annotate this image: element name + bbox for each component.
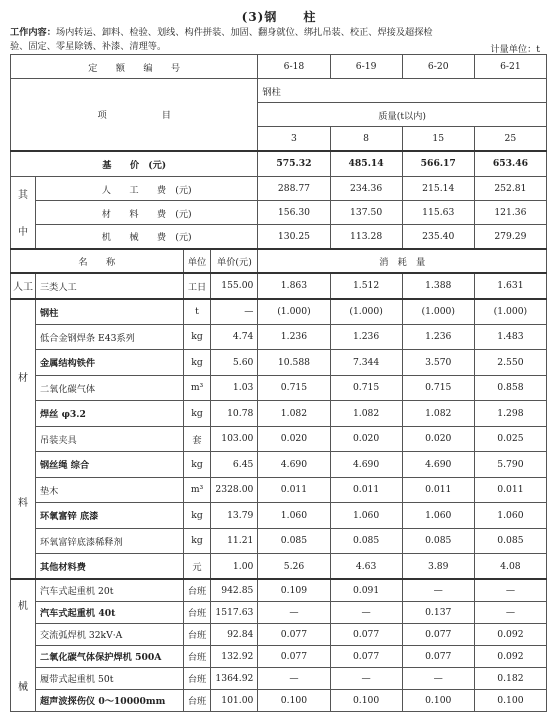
item-unit: 台班 (183, 689, 211, 711)
cost-value: 252.81 (474, 177, 546, 201)
item-value: — (258, 601, 330, 623)
col-price-header: 单价(元) (211, 249, 258, 273)
col-consumption-header: 消 耗 量 (258, 249, 547, 273)
item-value: 0.020 (330, 426, 402, 452)
item-value: 1.082 (402, 401, 474, 427)
base-price-value: 566.17 (402, 151, 474, 177)
item-unit: m³ (183, 477, 211, 503)
item-name: 金属结构铁件 (36, 350, 184, 376)
machines-side-label (11, 579, 36, 711)
item-value: 1.631 (474, 273, 546, 299)
quota-no-label: 定 额 编 号 (11, 55, 258, 79)
member-name: 钢柱 (258, 79, 547, 103)
item-price: 101.00 (211, 689, 258, 711)
item-value: 0.085 (402, 528, 474, 554)
item-value: 0.100 (402, 689, 474, 711)
base-price-value: 485.14 (330, 151, 402, 177)
col-name-header: 名 称 (11, 249, 184, 273)
quota-code: 6-18 (258, 55, 330, 79)
item-unit: kg (183, 401, 211, 427)
item-name: 环氧富锌底漆稀释剂 (36, 528, 184, 554)
item-unit: 台班 (183, 667, 211, 689)
item-value: 0.100 (258, 689, 330, 711)
item-value: (1.000) (474, 299, 546, 325)
item-value: 5.790 (474, 452, 546, 478)
table-row (11, 177, 547, 201)
item-name: 钢丝绳 综合 (36, 452, 184, 478)
cost-value: 121.36 (474, 201, 546, 225)
item-value: 2.550 (474, 350, 546, 376)
item-name: 三类人工 (36, 273, 184, 299)
item-value: 1.388 (402, 273, 474, 299)
col-unit-header: 单位 (183, 249, 211, 273)
table-row (11, 299, 547, 325)
item-value: 1.060 (330, 503, 402, 529)
item-unit: 元 (183, 554, 211, 580)
item-price: 11.21 (211, 528, 258, 554)
table-row (11, 324, 547, 350)
quota-table (10, 54, 547, 712)
item-value: 3.89 (402, 554, 474, 580)
item-value: (1.000) (258, 299, 330, 325)
cost-value: 113.28 (330, 225, 402, 249)
item-value: 0.109 (258, 579, 330, 601)
item-value: 3.570 (402, 350, 474, 376)
item-price: 132.92 (211, 645, 258, 667)
item-price: 1517.63 (211, 601, 258, 623)
item-label: 项 目 (11, 79, 258, 151)
item-price: 2328.00 (211, 477, 258, 503)
table-row (11, 249, 547, 273)
item-value: 1.082 (330, 401, 402, 427)
table-row (11, 579, 547, 601)
item-value: 0.100 (474, 689, 546, 711)
side-char: 中 (18, 227, 28, 239)
item-value: 0.137 (402, 601, 474, 623)
side-char: 其 (18, 190, 28, 202)
item-value: 0.085 (258, 528, 330, 554)
item-unit: t (183, 299, 211, 325)
item-value: 5.26 (258, 554, 330, 580)
table-row (11, 528, 547, 554)
item-value: 0.182 (474, 667, 546, 689)
table-row (11, 645, 547, 667)
item-name: 吊装夹具 (36, 426, 184, 452)
item-value: 0.100 (330, 689, 402, 711)
base-price-value: 575.32 (258, 151, 330, 177)
quota-code: 6-20 (402, 55, 474, 79)
table-row (11, 225, 547, 249)
item-price: 1364.92 (211, 667, 258, 689)
side-char: 人工 (13, 282, 33, 293)
item-unit: 台班 (183, 579, 211, 601)
item-value: 0.085 (330, 528, 402, 554)
table-row (11, 375, 547, 401)
item-price: — (211, 299, 258, 325)
item-unit: kg (183, 324, 211, 350)
table-row (11, 151, 547, 177)
item-value: 1.236 (330, 324, 402, 350)
item-name: 交流弧焊机 32kV·A (36, 623, 184, 645)
item-value: 0.085 (474, 528, 546, 554)
item-value: 0.011 (402, 477, 474, 503)
item-price: 5.60 (211, 350, 258, 376)
item-value: — (402, 667, 474, 689)
item-unit: kg (183, 528, 211, 554)
item-value: 0.715 (330, 375, 402, 401)
item-value: (1.000) (330, 299, 402, 325)
item-value: 1.082 (258, 401, 330, 427)
table-row (11, 273, 547, 299)
base-price-value: 653.46 (474, 151, 546, 177)
item-name: 焊丝 φ3.2 (36, 401, 184, 427)
item-value: 1.483 (474, 324, 546, 350)
item-price: 92.84 (211, 623, 258, 645)
cost-side-label (11, 177, 36, 249)
table-row (11, 477, 547, 503)
item-name: 低合金钢焊条 E43系列 (36, 324, 184, 350)
cost-value: 288.77 (258, 177, 330, 201)
item-unit: kg (183, 350, 211, 376)
item-value: 0.077 (330, 623, 402, 645)
table-row (11, 689, 547, 711)
item-value: 4.690 (330, 452, 402, 478)
work-content (10, 26, 450, 54)
item-value: 0.020 (402, 426, 474, 452)
base-price-label: 基 价 (元) (11, 151, 258, 177)
quota-code: 6-21 (474, 55, 546, 79)
table-row (11, 667, 547, 689)
item-name: 其他材料费 (36, 554, 184, 580)
mass-value: 3 (258, 127, 330, 151)
side-char: 机 (18, 601, 28, 613)
item-value: 0.011 (330, 477, 402, 503)
item-value: — (258, 667, 330, 689)
cost-value: 215.14 (402, 177, 474, 201)
section-title: (3)钢 柱 (241, 10, 317, 24)
item-value: 0.011 (474, 477, 546, 503)
item-unit: kg (183, 452, 211, 478)
item-price: 155.00 (211, 273, 258, 299)
item-name: 垫木 (36, 477, 184, 503)
table-row (11, 350, 547, 376)
item-value: — (330, 667, 402, 689)
item-price: 103.00 (211, 426, 258, 452)
table-row (11, 55, 547, 79)
item-name: 超声波探伤仪 0～10000mm (36, 689, 184, 711)
cost-value: 115.63 (402, 201, 474, 225)
table-row (11, 503, 547, 529)
labor-side-label (11, 273, 36, 299)
table-row (11, 623, 547, 645)
item-value: 1.863 (258, 273, 330, 299)
item-value: 0.077 (258, 645, 330, 667)
mass-value: 25 (474, 127, 546, 151)
item-name: 汽车式起重机 20t (36, 579, 184, 601)
item-price: 942.85 (211, 579, 258, 601)
item-value: 1.060 (402, 503, 474, 529)
item-value: 7.344 (330, 350, 402, 376)
cost-value: 235.40 (402, 225, 474, 249)
item-value: 0.091 (330, 579, 402, 601)
item-value: 1.060 (474, 503, 546, 529)
item-unit: m³ (183, 375, 211, 401)
item-unit: 台班 (183, 645, 211, 667)
item-name: 汽车式起重机 40t (36, 601, 184, 623)
item-unit: kg (183, 503, 211, 529)
side-char: 料 (18, 497, 28, 509)
item-unit: 套 (183, 426, 211, 452)
item-value: 0.025 (474, 426, 546, 452)
work-label: 工作内容： (10, 27, 56, 38)
item-value: 4.63 (330, 554, 402, 580)
item-value: — (474, 601, 546, 623)
cost-label: 人 工 费 (元) (36, 177, 258, 201)
table-row (11, 401, 547, 427)
table-row (11, 426, 547, 452)
cost-value: 234.36 (330, 177, 402, 201)
item-price: 4.74 (211, 324, 258, 350)
item-price: 13.79 (211, 503, 258, 529)
item-value: 0.077 (402, 645, 474, 667)
item-name: 履带式起重机 50t (36, 667, 184, 689)
table-row (11, 554, 547, 580)
item-price: 6.45 (211, 452, 258, 478)
item-value: 10.588 (258, 350, 330, 376)
cost-value: 130.25 (258, 225, 330, 249)
item-value: — (474, 579, 546, 601)
measurement-unit: 计量单位：t (490, 44, 540, 55)
item-value: (1.000) (402, 299, 474, 325)
cost-value: 156.30 (258, 201, 330, 225)
item-value: 0.092 (474, 645, 546, 667)
item-value: 4.690 (258, 452, 330, 478)
table-row (11, 201, 547, 225)
item-value: 4.08 (474, 554, 546, 580)
item-value: 0.092 (474, 623, 546, 645)
item-value: 0.715 (402, 375, 474, 401)
item-value: 0.715 (258, 375, 330, 401)
item-value: 1.060 (258, 503, 330, 529)
item-unit: 台班 (183, 623, 211, 645)
item-value: 4.690 (402, 452, 474, 478)
table-row (11, 601, 547, 623)
materials-side-label (11, 299, 36, 580)
mass-value: 8 (330, 127, 402, 151)
item-name: 二氧化碳气体保护焊机 500A (36, 645, 184, 667)
table-row (11, 79, 547, 103)
item-value: — (330, 601, 402, 623)
cost-label: 材 料 费 (元) (36, 201, 258, 225)
item-value: 1.236 (402, 324, 474, 350)
item-value: 0.077 (402, 623, 474, 645)
item-unit: 台班 (183, 601, 211, 623)
item-value: 0.011 (258, 477, 330, 503)
item-value: 1.236 (258, 324, 330, 350)
item-price: 1.00 (211, 554, 258, 580)
item-value: — (402, 579, 474, 601)
item-value: 1.298 (474, 401, 546, 427)
item-value: 0.077 (258, 623, 330, 645)
cost-value: 137.50 (330, 201, 402, 225)
item-name: 二氧化碳气体 (36, 375, 184, 401)
cost-label: 机 械 费 (元) (36, 225, 258, 249)
mass-label: 质量(t以内) (258, 103, 547, 127)
side-char: 械 (18, 682, 28, 694)
item-name: 钢柱 (36, 299, 184, 325)
side-char: 材 (18, 372, 28, 384)
table-row (11, 452, 547, 478)
item-value: 0.858 (474, 375, 546, 401)
quota-code: 6-19 (330, 55, 402, 79)
item-value: 0.077 (330, 645, 402, 667)
cost-value: 279.29 (474, 225, 546, 249)
item-price: 1.03 (211, 375, 258, 401)
item-price: 10.78 (211, 401, 258, 427)
item-value: 0.020 (258, 426, 330, 452)
item-name: 环氧富锌 底漆 (36, 503, 184, 529)
work-text: 场内转运、卸料、检验、划线、构件拼装、加固、翻身就位、绑扎吊装、校正、焊接及超探检验、固定、零星除锈、补漆、清理等。 (10, 27, 433, 52)
mass-value: 15 (402, 127, 474, 151)
item-value: 1.512 (330, 273, 402, 299)
item-unit: 工日 (183, 273, 211, 299)
